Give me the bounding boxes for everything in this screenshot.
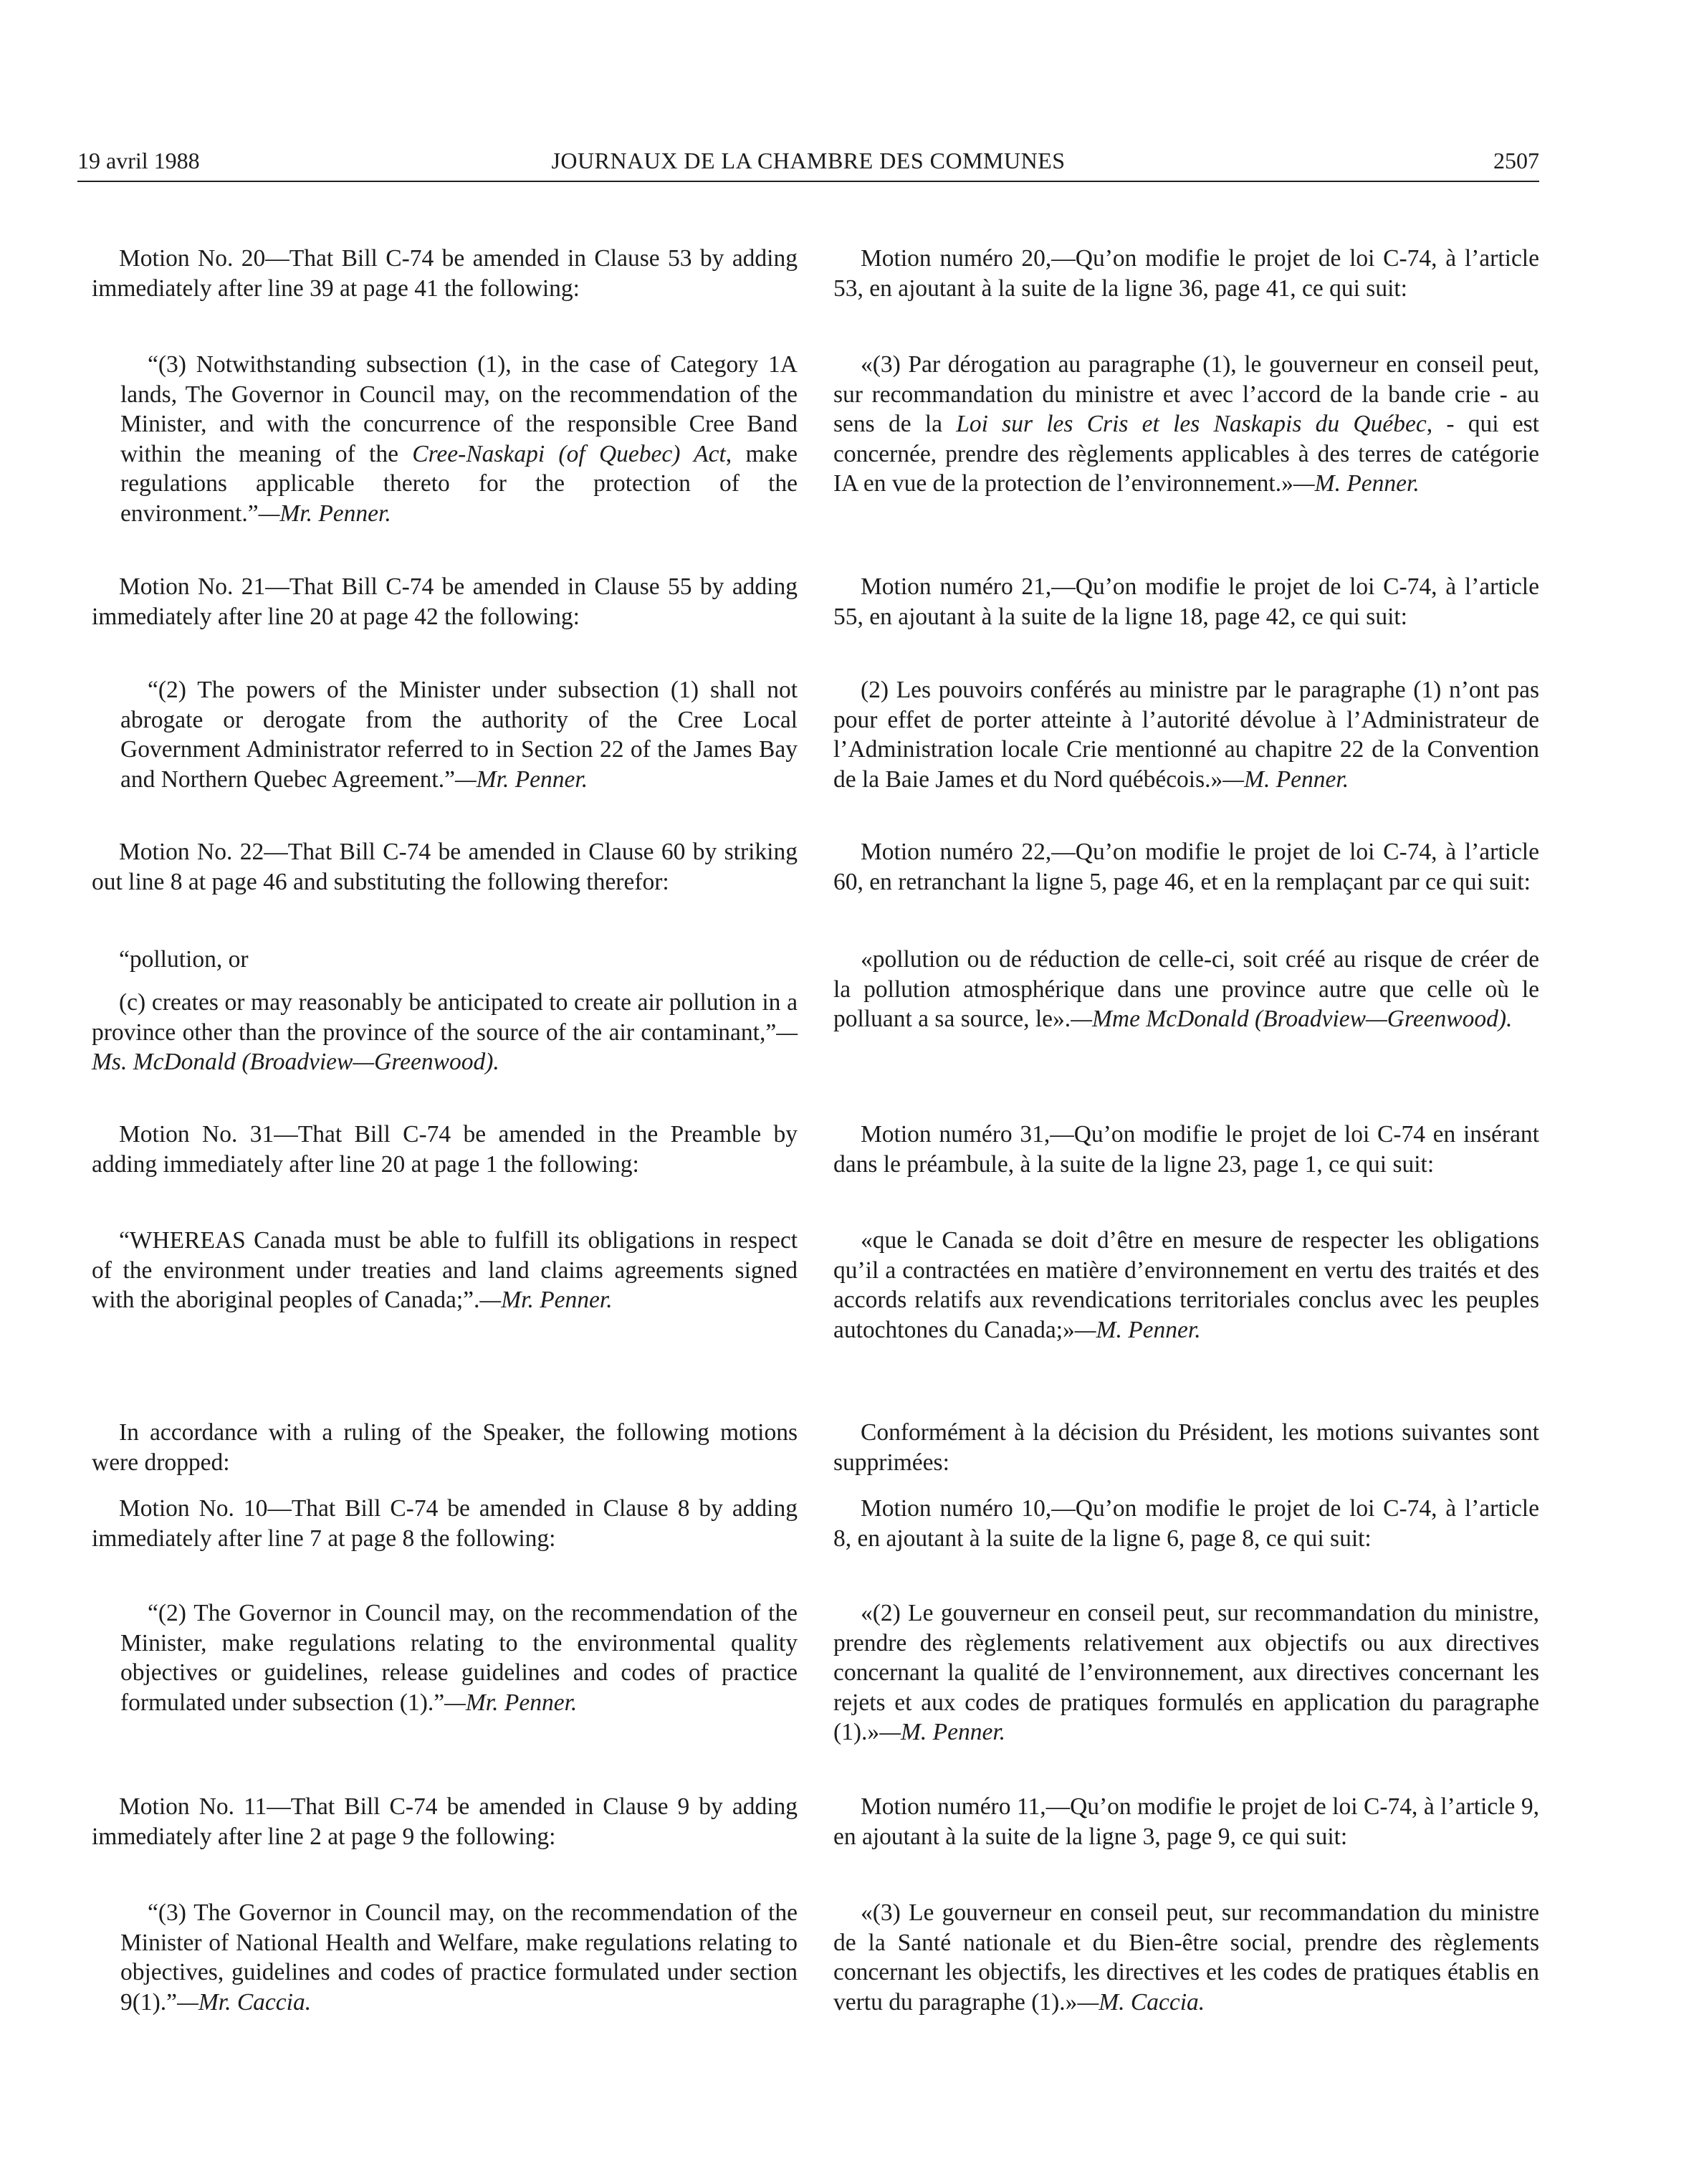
motion-20-en-act-title: Cree-Naskapi (of Quebec) Act (412, 440, 726, 467)
motion-21-fr-text: (2) Les pouvoirs conférés au ministre par le paragraphe (1) n’ont pas pour effet de porter atteinte à l’autorité dévolue à l’Administrateur de l’Administration locale Crie mentionné au chapitre 22 de la Convention de la Baie James et du Nord québécois.» (833, 677, 1539, 793)
page-header (77, 145, 1539, 185)
motion-20-en-intro: Motion No. 20—That Bill C-74 be amended in Clause 53 by adding immediately after line 39 at page 41 the following: (92, 245, 798, 302)
motion-22-en-amendment-line (92, 945, 798, 975)
motion-11-en-text: “(3) The Governor in Council may, on the recommendation of the Minister of National Health and Welfare, make regulations relating to objectives, guidelines and codes of practice formulated under section 9(1).” (120, 1899, 798, 2016)
motion-22-fr-signature: —Mme McDonald (Broadview—Greenwood). (1071, 1006, 1513, 1032)
page-number: 2507 (1493, 148, 1539, 173)
motion-31-fr-text: «que le Canada se doit d’être en mesure de respecter les obligations qu’il a contractées en matière d’environnement en vertu des traités et des accords relatifs aux revendications territoriales conclus avec les peuples autochtones du Canada;» (833, 1227, 1539, 1343)
motion-20-fr-amendment (833, 350, 1539, 499)
motion-11-en (92, 1792, 798, 1851)
motion-21-en (92, 572, 798, 631)
motion-20-fr (833, 244, 1539, 303)
motion-31-fr-intro: Motion numéro 31,—Qu’on modifie le projet de loi C-74 en insérant dans le préambule, à la suite de la ligne 23, page 1, ce qui suit: (833, 1121, 1539, 1178)
header-rule (77, 181, 1539, 182)
motion-31-en-amendment (92, 1226, 798, 1315)
motion-31-en-signature: —Mr. Penner. (479, 1287, 613, 1313)
motion-11-en-signature: —Mr. Caccia. (177, 1988, 312, 2016)
motion-10-en-amendment (92, 1598, 798, 1717)
motion-22-fr-intro: Motion numéro 22,—Qu’on modifie le projet de loi C-74, à l’article 60, en retranchant la ligne 5, page 46, et en la remplaçant par ce qui suit: (833, 839, 1539, 895)
motion-20-fr-text-b: , - qui est concernée, prendre des règlements applicables à des terres de catégorie IA en vue de la protection de l’environnement.» (833, 411, 1539, 497)
motion-21-en-signature: —Mr. Penner. (454, 766, 588, 793)
motion-31-fr-signature: —M. Penner. (1074, 1316, 1201, 1343)
motion-21-fr (833, 572, 1539, 631)
motion-10-en-text: “(2) The Governor in Council may, on the recommendation of the Minister, make regulations relating to the environmental quality objectives or guidelines, release guidelines and codes of practice formulated under subsection (1).” (120, 1600, 798, 1716)
motion-11-fr (833, 1792, 1539, 1851)
motion-10-fr-amendment (833, 1598, 1539, 1747)
motion-22-en-text-b: (c) creates or may reasonably be anticipated to create air pollution in a province other than the province of the source of the air contaminant,” (92, 989, 798, 1046)
motion-21-en-text: “(2) The powers of the Minister under subsection (1) shall not abrogate or derogate from the authority of the Cree Local Government Administrator referred to in Section 22 of the James Bay and Northern Quebec Agreement.” (120, 677, 798, 793)
motion-10-en-signature: —Mr. Penner. (444, 1689, 578, 1716)
motion-11-fr-text: «(3) Le gouverneur en conseil peut, sur recommandation du ministre de la Santé nationale et du Bien-être social, prendre des règlements concernant les objectifs, les directives et les codes de pratiques établis en vertu du paragraphe (1).» (833, 1899, 1539, 2016)
motion-20-en-signature: —Mr. Penner. (258, 500, 391, 527)
motion-31-en (92, 1120, 798, 1179)
ruling-fr-text: Conformément à la décision du Président, les motions suivantes sont supprimées: (833, 1419, 1539, 1476)
motion-20-en (92, 244, 798, 303)
motion-22-fr (833, 837, 1539, 897)
motion-11-en-intro: Motion No. 11—That Bill C-74 be amended in Clause 9 by adding immediately after line 2 at page 9 the following: (92, 1793, 798, 1850)
header-date: 19 avril 1988 (77, 148, 200, 173)
motion-10-fr-intro: Motion numéro 10,—Qu’on modifie le projet de loi C-74, à l’article 8, en ajoutant à la suite de la ligne 6, page 8, ce qui suit: (833, 1495, 1539, 1552)
motion-20-fr-text-a: «(3) Par dérogation au paragraphe (1), le gouverneur en conseil peut, sur recommandation du ministre et avec l’accord de la bande crie - au sens de la (833, 351, 1539, 437)
motion-10-fr-signature: —M. Penner. (879, 1719, 1006, 1745)
motion-21-fr-signature: —M. Penner. (1222, 766, 1349, 793)
motion-20-en-text-a: “(3) Notwithstanding subsection (1), in the case of Category 1A lands, The Governor in Council may, on the recommendation of the Minister, and with the concurrence of the responsible Cree Band within the meaning of the (120, 351, 798, 467)
motion-22-en-text-a: “pollution, or (119, 946, 249, 973)
motion-22-en-signature: —Ms. McDonald (Broadview—Greenwood). (92, 1019, 798, 1075)
ruling-fr (833, 1418, 1539, 1477)
motion-22-en-intro: Motion No. 22—That Bill C-74 be amended in Clause 60 by striking out line 8 at page 46 and substituting the following therefor: (92, 839, 798, 895)
motion-11-fr-intro: Motion numéro 11,—Qu’on modifie le projet de loi C-74, à l’article 9, en ajoutant à la suite de la ligne 3, page 9, ce qui suit: (833, 1793, 1539, 1850)
motion-21-fr-amendment (833, 675, 1539, 794)
motion-10-fr-text: «(2) Le gouverneur en conseil peut, sur recommandation du ministre, prendre des règlements relativement aux objectifs ou aux directives concernant la qualité de l’environnement, aux directives concernant les rejets et aux codes de pratiques formulés en application du paragraphe (1).» (833, 1600, 1539, 1745)
motion-31-en-intro: Motion No. 31—That Bill C-74 be amended in the Preamble by adding immediately after line 20 at page 1 the following: (92, 1121, 798, 1178)
motion-21-fr-intro: Motion numéro 21,—Qu’on modifie le projet de loi C-74, à l’article 55, en ajoutant à la suite de la ligne 18, page 42, ce qui suit: (833, 573, 1539, 630)
motion-20-en-text-b: , make regulations applicable thereto for the protection of the environment.” (120, 440, 798, 527)
motion-22-fr-amendment (833, 945, 1539, 1034)
motion-20-en-amendment (92, 350, 798, 528)
motion-21-en-intro: Motion No. 21—That Bill C-74 be amended in Clause 55 by adding immediately after line 20 at page 42 the following: (92, 573, 798, 630)
motion-31-fr (833, 1120, 1539, 1179)
motion-10-en-intro: Motion No. 10—That Bill C-74 be amended in Clause 8 by adding immediately after line 7 at page 8 the following: (92, 1495, 798, 1552)
motion-11-fr-signature: —M. Caccia. (1077, 1988, 1205, 2016)
motion-22-fr-text: «pollution ou de réduction de celle-ci, soit créé au risque de créer de la pollution atmosphérique dans une province autre que celle où le polluant a sa source, le». (833, 946, 1539, 1032)
motion-11-fr-amendment (833, 1898, 1539, 2017)
motion-20-fr-signature: —M. Penner. (1293, 470, 1420, 497)
motion-10-en (92, 1494, 798, 1553)
motion-22-en (92, 837, 798, 897)
ruling-en (92, 1418, 798, 1477)
header-title: JOURNAUX DE LA CHAMBRE DES COMMUNES (551, 148, 1066, 173)
motion-10-fr (833, 1494, 1539, 1553)
motion-21-en-amendment (92, 675, 798, 794)
motion-11-en-amendment (92, 1898, 798, 2017)
motion-20-fr-act-title: Loi sur les Cris et les Naskapis du Québec (956, 411, 1427, 437)
motion-31-fr-amendment (833, 1226, 1539, 1345)
motion-20-fr-intro: Motion numéro 20,—Qu’on modifie le projet de loi C-74, à l’article 53, en ajoutant à la suite de la ligne 36, page 41, ce qui suit: (833, 245, 1539, 302)
motion-22-en-amendment (92, 988, 798, 1077)
ruling-en-text: In accordance with a ruling of the Speaker, the following motions were dropped: (92, 1419, 798, 1476)
motion-31-en-text: “WHEREAS Canada must be able to fulfill its obligations in respect of the environment under treaties and land claims agreements signed with the aboriginal peoples of Canada;”. (92, 1227, 798, 1313)
